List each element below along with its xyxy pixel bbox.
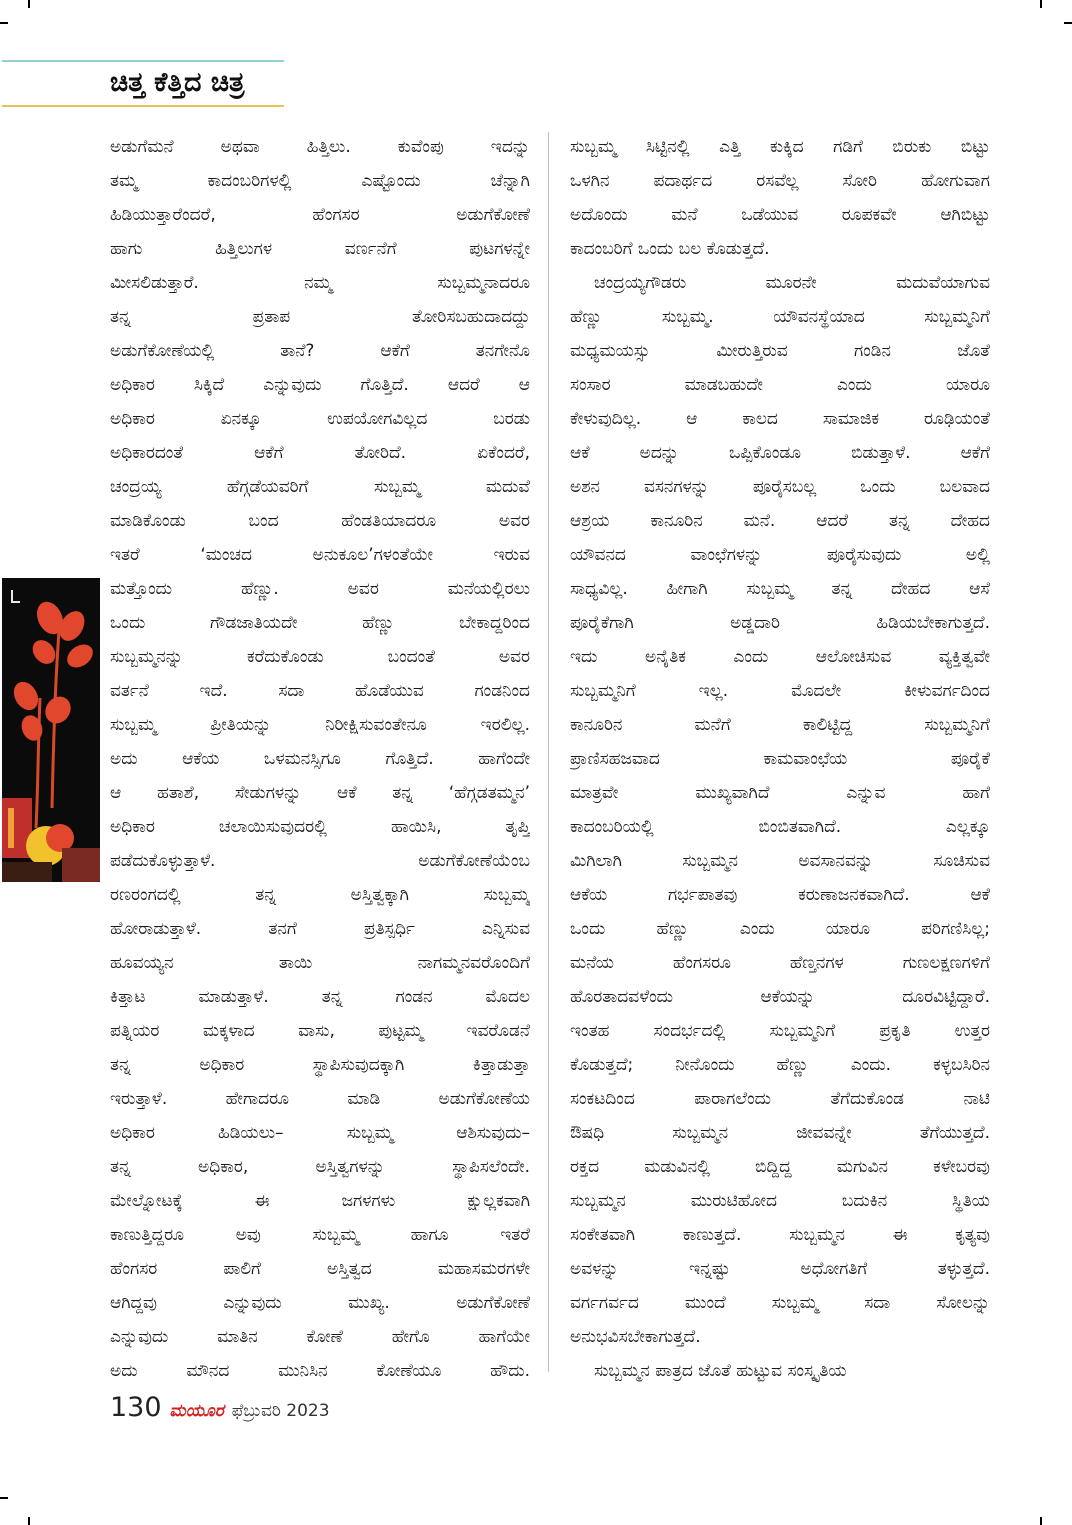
- text-line: ಸುಬ್ಬಮ್ಮನ ಪಾತ್ರದ ಜೊತೆ ಹುಟ್ಟುವ ಸಂಸ್ಕೃತಿಯ: [594, 1361, 847, 1381]
- article-right-column: [570, 130, 990, 1388]
- text-line: ಅನುಭವಿಸಬೇಕಾಗುತ್ತದೆ.: [570, 1327, 701, 1347]
- text-line: ಮಾತ್ರವೇ ಮುಖ್ಯವಾಗಿದೆ ಎನ್ನುವ ಹಾಗೆ: [570, 783, 990, 803]
- text-line: ಪಡೆದುಕೊಳ್ಳುತ್ತಾಳೆ. ಅಡುಗೆಕೋಣೆಯೆಂಬ: [110, 851, 530, 871]
- text-line: ಆಕೆಯ ಗರ್ಭಪಾತವು ಕರುಣಾಜನಕವಾಗಿದೆ. ಆಕೆ: [570, 885, 990, 905]
- text-line: ಮನೆಯ ಹೆಂಗಸರೂ ಹೆಣ್ತನಗಳ ಗುಣಲಕ್ಷಣಗಳಿಗೆ: [570, 953, 990, 973]
- text-line: ಹೆಣ್ಣು ಸುಬ್ಬಮ್ಮ. ಯೌವನಸ್ಥೆಯಾದ ಸುಬ್ಬಮ್ಮನಿಗೆ: [570, 307, 990, 327]
- text-line: ಮಧ್ಯಮಯಸ್ಸು ಮೀರುತ್ತಿರುವ ಗಂಡಿನ ಜೊತೆ: [570, 341, 990, 361]
- flower-illustration-icon: [2, 578, 100, 882]
- text-line: ಪ್ರಾಣಿಸಹಜವಾದ ಕಾಮವಾಂಛೆಯ ಪೂರೈಕೆ: [570, 749, 990, 769]
- text-line: ಪತ್ನಿಯರ ಮಕ್ಕಳಾದ ವಾಸು, ಪುಟ್ಟಮ್ಮ ಇವರೊಡನೆ: [110, 1021, 530, 1041]
- text-line: ವರ್ಗಗರ್ವದ ಮುಂದೆ ಸುಬ್ಬಮ್ಮ ಸದಾ ಸೋಲನ್ನು: [570, 1293, 990, 1313]
- text-line: ತಮ್ಮ ಕಾದಂಬರಿಗಳಲ್ಲಿ ಎಷ್ಟೊಂದು ಚೆನ್ನಾಗಿ: [110, 171, 530, 191]
- text-line: ಮಿಗಿಲಾಗಿ ಸುಬ್ಬಮ್ಮನ ಅವಸಾನವನ್ನು ಸೂಚಿಸುವ: [570, 851, 990, 871]
- text-line: ಕಾಣುತ್ತಿದ್ದರೂ ಅವು ಸುಬ್ಬಮ್ಮ ಹಾಗೂ ಇತರೆ: [110, 1225, 530, 1245]
- text-line: ಅಶನ ವಸನಗಳನ್ನು ಪೂರೈಸಬಲ್ಲ ಒಂದು ಬಲವಾದ: [570, 477, 990, 497]
- crop-mark-bottom-left: [28, 1517, 30, 1525]
- text-line: ಒಂದು ಗೌಡಜಾತಿಯದೇ ಹೆಣ್ಣು ಬೇಕಾದ್ದರಿಂದ: [110, 613, 530, 633]
- text-line: ಚಂದ್ರಯ್ಯಗೌಡರು ಮೂರನೇ ಮದುವೆಯಾಗುವ: [594, 273, 990, 293]
- text-line: ಸಂಸಾರ ಮಾಡಬಹುದೇ ಎಂದು ಯಾರೂ: [570, 375, 990, 395]
- text-line: ಆಶ್ರಯ ಕಾನೂರಿನ ಮನೆ. ಆದರೆ ತನ್ನ ದೇಹದ: [570, 511, 990, 531]
- text-line: ರಣರಂಗದಲ್ಲಿ ತನ್ನ ಅಸ್ತಿತ್ವಕ್ಕಾಗಿ ಸುಬ್ಬಮ್ಮ: [110, 885, 530, 905]
- text-line: ಕಾದಂಬರಿಯಲ್ಲಿ ಬಿಂಬಿತವಾಗಿದೆ. ಎಲ್ಲಕ್ಕೂ: [570, 817, 990, 837]
- column-divider: [548, 132, 549, 1372]
- crop-mark-top-left: [28, 0, 30, 8]
- text-line: ಸಂಕೇತವಾಗಿ ಕಾಣುತ್ತದೆ. ಸುಬ್ಬಮ್ಮನ ಈ ಕೃತ್ಯವು: [570, 1225, 990, 1245]
- text-line: ಹಾಗು ಹಿತ್ತಿಲುಗಳ ವರ್ಣನೆಗೆ ಪುಟಗಳನ್ನೇ: [110, 239, 530, 259]
- section-rule-bottom: [2, 105, 284, 107]
- text-line: ಔಷಧಿ ಸುಬ್ಬಮ್ಮನ ಜೀವವನ್ನೇ ತೆಗೆಯುತ್ತದೆ.: [570, 1123, 990, 1143]
- text-line: ಅದು ಮೌನದ ಮುನಿಸಿನ ಕೋಣೆಯೂ ಹೌದು.: [110, 1361, 530, 1381]
- text-line: ಅಧಿಕಾರ ಹಿಡಿಯಲು– ಸುಬ್ಬಮ್ಮ ಆಶಿಸುವುದು–: [110, 1123, 530, 1143]
- text-line: ಸುಬ್ಬಮ್ಮನಿಗೆ ಇಲ್ಲ. ಮೊದಲೇ ಕೀಳುವರ್ಗದಿಂದ: [570, 681, 990, 701]
- text-line: ಕೊಡುತ್ತದೆ; ನೀನೊಂದು ಹೆಣ್ಣು ಎಂದು. ಕಳ್ಳಬಸಿರಿನ: [570, 1055, 990, 1075]
- text-line: ತನ್ನ ಅಧಿಕಾರ, ಅಸ್ತಿತ್ವಗಳನ್ನು ಸ್ಥಾಪಿಸಲೆಂದೇ.: [110, 1157, 530, 1177]
- magazine-logo: ಮಯೂರ: [169, 1401, 224, 1421]
- text-line: ಇರುತ್ತಾಳೆ. ಹೇಗಾದರೂ ಮಾಡಿ ಅಡುಗೆಕೋಣೆಯ: [110, 1089, 530, 1109]
- text-line: ಹೂವಯ್ಯನ ತಾಯಿ ನಾಗಮ್ಮನವರೊಂದಿಗೆ: [110, 953, 530, 973]
- text-line: ಮೀಸಲಿಡುತ್ತಾರೆ. ನಮ್ಮ ಸುಬ್ಬಮ್ಮನಾದರೂ: [110, 273, 530, 293]
- text-line: ಒಂದು ಹೆಣ್ಣು ಎಂದು ಯಾರೂ ಪರಿಗಣಿಸಿಲ್ಲ;: [570, 919, 990, 939]
- text-line: ಸುಬ್ಬಮ್ಮ ಪ್ರೀತಿಯನ್ನು ನಿರೀಕ್ಷಿಸುವಂತೇನೂ ಇರಲಿಲ್ಲ.: [110, 715, 530, 735]
- text-line: ಪೂರೈಕೆಗಾಗಿ ಅಡ್ಡದಾರಿ ಹಿಡಿಯಬೇಕಾಗುತ್ತದೆ.: [570, 613, 990, 633]
- text-line: ಕಾದಂಬರಿಗೆ ಒಂದು ಬಲ ಕೊಡುತ್ತದೆ.: [570, 239, 770, 259]
- text-line: ಸಂಕಟದಿಂದ ಪಾರಾಗಲೆಂದು ತೆಗೆದುಕೊಂಡ ನಾಟಿ: [570, 1089, 990, 1109]
- text-line: ಅದು ಆಕೆಯ ಒಳಮನಸ್ಸಿಗೂ ಗೊತ್ತಿದೆ. ಹಾಗೆಂದೇ: [110, 749, 530, 769]
- text-line: ಚಂದ್ರಯ್ಯ ಹೆಗ್ಗಡೆಯವರಿಗೆ ಸುಬ್ಬಮ್ಮ ಮದುವೆ: [110, 477, 530, 497]
- text-line: ಹೊರತಾದವಳೆಂದು ಆಕೆಯನ್ನು ದೂರವಿಟ್ಟಿದ್ದಾರೆ.: [570, 987, 990, 1007]
- crop-mark-bottom-right: [1040, 1517, 1042, 1525]
- text-line: ಅಧಿಕಾರ ಏನಕ್ಕೂ ಉಪಯೋಗವಿಲ್ಲದ ಬರಡು: [110, 409, 530, 429]
- text-line: ಆ ಹತಾಶೆ, ಸೇಡುಗಳನ್ನು ಆಕೆ ತನ್ನ ‘ಹೆಗ್ಗಡತಮ್ಮನ’: [110, 783, 530, 803]
- crop-mark-right-upper: [1064, 22, 1072, 24]
- text-line: ಸುಬ್ಬಮ್ಮ ಸಿಟ್ಟಿನಲ್ಲಿ ಎತ್ತಿ ಕುಕ್ಕಿದ ಗಡಿಗೆ ಬಿರುಕು ಬಿಟ್ಟು: [570, 137, 990, 157]
- text-line: ರಕ್ತದ ಮಡುವಿನಲ್ಲಿ ಬಿದ್ದಿದ್ದ ಮಗುವಿನ ಕಳೇಬರವು: [570, 1157, 990, 1177]
- text-line: ಹೆಂಗಸರ ಪಾಲಿಗೆ ಅಸ್ತಿತ್ವದ ಮಹಾಸಮರಗಳೇ: [110, 1259, 530, 1279]
- text-line: ಮತ್ತೊಂದು ಹೆಣ್ಣು. ಅವರ ಮನೆಯಲ್ಲಿರಲು: [110, 579, 530, 599]
- text-line: ಕೇಳುವುದಿಲ್ಲ. ಆ ಕಾಲದ ಸಾಮಾಜಿಕ ರೂಢಿಯಂತೆ: [570, 409, 990, 429]
- crop-mark-left-upper: [0, 22, 8, 24]
- article-left-column: [110, 130, 530, 1388]
- text-line: ಮಾಡಿಕೊಂಡು ಬಂದ ಹೆಂಡತಿಯಾದರೂ ಅವರ: [110, 511, 530, 531]
- text-line: ಮೇಲ್ನೋಟಕ್ಕೆ ಈ ಜಗಳಗಳು ಕ್ಷುಲ್ಲಕವಾಗಿ: [110, 1191, 530, 1211]
- text-line: ಇತರೆ ‘ಮಂಚದ ಅನುಕೂಲ’ಗಳಂತೆಯೇ ಇರುವ: [110, 545, 530, 565]
- text-line: ಕಿತ್ತಾಟ ಮಾಡುತ್ತಾಳೆ. ತನ್ನ ಗಂಡನ ಮೊದಲ: [110, 987, 530, 1007]
- text-line: ಸುಬ್ಬಮ್ಮನ ಮುರುಟಿಹೋದ ಬದುಕಿನ ಸ್ಥಿತಿಯ: [570, 1191, 990, 1211]
- text-line: ಹಿಡಿಯುತ್ತಾರೆಂದರೆ, ಹೆಂಗಸರ ಅಡುಗೆಕೋಣೆ: [110, 205, 530, 225]
- text-line: ಸುಬ್ಬಮ್ಮನನ್ನು ಕರೆದುಕೊಂಡು ಬಂದಂತೆ ಅವರ: [110, 647, 530, 667]
- text-line: ಎನ್ನುವುದು ಮಾತಿನ ಕೋಣೆ ಹೇಗೊ ಹಾಗೆಯೇ: [110, 1327, 530, 1347]
- text-line: ಅಧಿಕಾರ ಸಿಕ್ಕಿದೆ ಎನ್ನುವುದು ಗೊತ್ತಿದೆ. ಆದರೆ ಆ: [110, 375, 530, 395]
- text-line: ಅದೊಂದು ಮನೆ ಒಡೆಯುವ ರೂಪಕವೇ ಆಗಿಬಿಟ್ಟು: [570, 205, 990, 225]
- page-number: 130: [110, 1392, 162, 1423]
- text-line: ಹೋರಾಡುತ್ತಾಳೆ. ತನಗೆ ಪ್ರತಿಸ್ಪರ್ಧಿ ಎನ್ನಿಸುವ: [110, 919, 530, 939]
- text-line: ಆಗಿದ್ದವು ಎನ್ನುವುದು ಮುಖ್ಯ. ಅಡುಗೆಕೋಣೆ: [110, 1293, 530, 1313]
- issue-date: ಫೆಬ್ರುವರಿ 2023: [231, 1401, 330, 1421]
- text-line: ತನ್ನ ಅಧಿಕಾರ ಸ್ಥಾಪಿಸುವುದಕ್ಕಾಗಿ ಕಿತ್ತಾಡುತ್ತಾ: [110, 1055, 530, 1075]
- section-rule-top: [2, 60, 284, 62]
- text-line: ಆಕೆ ಅದನ್ನು ಒಪ್ಪಿಕೊಂಡೂ ಬಿಡುತ್ತಾಳೆ. ಆಕೆಗೆ: [570, 443, 990, 463]
- section-title: ಚಿತ್ತ ಕೆತ್ತಿದ ಚಿತ್ರ: [110, 67, 245, 98]
- crop-mark-top-right: [1040, 0, 1042, 8]
- flower-illustration: [2, 578, 100, 882]
- text-line: ವರ್ತನೆ ಇದೆ. ಸದಾ ಹೊಡೆಯುವ ಗಂಡನಿಂದ: [110, 681, 530, 701]
- text-line: ಅಡುಗೆಮನೆ ಅಥವಾ ಹಿತ್ತಿಲು. ಕುವೆಂಪು ಇದನ್ನು: [110, 137, 530, 157]
- text-line: ಅವಳನ್ನು ಇನ್ನಷ್ಟು ಅಧೋಗತಿಗೆ ತಳ್ಳುತ್ತದೆ.: [570, 1259, 990, 1279]
- text-line: ಅಧಿಕಾರ ಚಲಾಯಿಸುವುದರಲ್ಲಿ ಹಾಯಿಸಿ, ತೃಪ್ತಿ: [110, 817, 530, 837]
- text-line: ಇಂತಹ ಸಂದರ್ಭದಲ್ಲಿ ಸುಬ್ಬಮ್ಮನಿಗೆ ಪ್ರಕೃತಿ ಉತ್ತರ: [570, 1021, 990, 1041]
- text-line: ಅಡುಗೆಕೋಣೆಯಲ್ಲಿ ತಾನೆ? ಆಕೆಗೆ ತನಗೇನೊ: [110, 341, 530, 361]
- crop-mark-left-lower: [0, 1497, 8, 1499]
- text-line: ಯೌವನದ ವಾಂಛೆಗಳನ್ನು ಪೂರೈಸುವುದು ಅಲ್ಲಿ: [570, 545, 990, 565]
- text-line: ಕಾನೂರಿನ ಮನೆಗೆ ಕಾಲಿಟ್ಟಿದ್ದ ಸುಬ್ಬಮ್ಮನಿಗೆ: [570, 715, 990, 735]
- text-line: ತನ್ನ ಪ್ರತಾಪ ತೋರಿಸಬಹುದಾದದ್ದು: [110, 307, 530, 327]
- text-line: ಅಧಿಕಾರದಂತೆ ಆಕೆಗೆ ತೋರಿದೆ. ಏಕೆಂದರೆ,: [110, 443, 530, 463]
- text-line: ಒಳಗಿನ ಪದಾರ್ಥದ ರಸವೆಲ್ಲ ಸೋರಿ ಹೋಗುವಾಗ: [570, 171, 990, 191]
- text-line: ಸಾಧ್ಯವಿಲ್ಲ. ಹೀಗಾಗಿ ಸುಬ್ಬಮ್ಮ ತನ್ನ ದೇಹದ ಆಸೆ: [570, 579, 990, 599]
- page-footer: [110, 1392, 330, 1432]
- text-line: ಇದು ಅನೈತಿಕ ಎಂದು ಆಲೋಚಿಸುವ ವ್ಯಕ್ತಿತ್ವವೇ: [570, 647, 990, 667]
